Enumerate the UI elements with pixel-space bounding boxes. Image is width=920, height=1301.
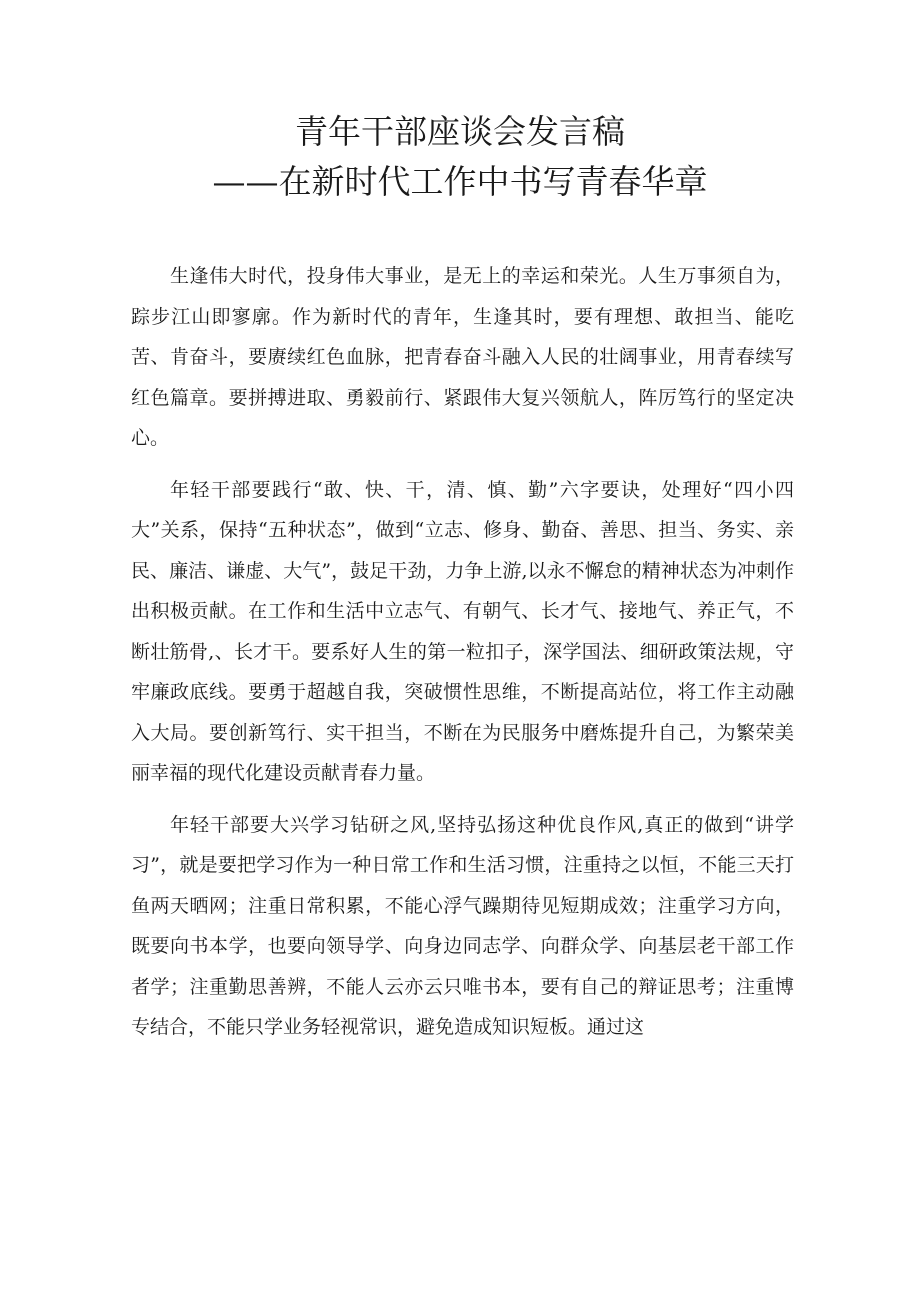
document-body bbox=[131, 256, 794, 1059]
paragraph-2: 年轻干部要践行“敢、快、干，清、慎、勤”六字要诀，处理好“四小四大”关系，保持“五种状态”，做到“立志、修身、勤奋、善思、担当、务实、亲民、廉洁、谦虚、大气”，鼓足干劲，力争上游,以永不懈怠的精神状态为冲刺作出积极贡献。在工作和生活中立志气、有朝气、长才气、接地气、养正气，不断壮筋骨,、长才干。要系好人生的第一粒扣子，深学国法、细研政策法规，守牢廉政底线。要勇于超越自我，突破惯性思维，不断提高站位，将工作主动融入大局。要创新笃行、实干担当，不断在为民服务中磨炼提升自己，为繁荣美丽幸福的现代化建设贡献青春力量。 bbox=[131, 478, 794, 784]
document-subtitle: ——在新时代工作中书写青春华章 bbox=[212, 162, 708, 201]
paragraph-3: 年轻干部要大兴学习钻研之风,坚持弘扬这种优良作风,真正的做到“讲学习”，就是要把学习作为一种日常工作和生活习惯，注重持之以恒，不能三天打鱼两天晒网；注重日常积累，不能心浮气躁期待见短期成效；注重学习方向，既要向书本学，也要向领导学、向身边同志学、向群众学、向基层老干部工作者学；注重勤思善辨，不能人云亦云只唯书本，要有自己的辩证思考；注重博专结合，不能只学业务轻视常识，避免造成知识短板。通过这 bbox=[131, 813, 794, 1038]
document-title: 青年干部座谈会发言稿 bbox=[295, 112, 625, 151]
paragraph-1: 生逢伟大时代，投身伟大事业，是无上的幸运和荣光。人生万事须自为，踪步江山即寥廓。作为新时代的青年，生逢其时，要有理想、敢担当、能吃苦、肯奋斗，要赓续红色血脉，把青春奋斗融入人民的壮阔事业，用青春续写红色篇章。要拼搏进取、勇毅前行、紧跟伟大复兴领航人，阵厉笃行的坚定决心。 bbox=[131, 265, 794, 449]
